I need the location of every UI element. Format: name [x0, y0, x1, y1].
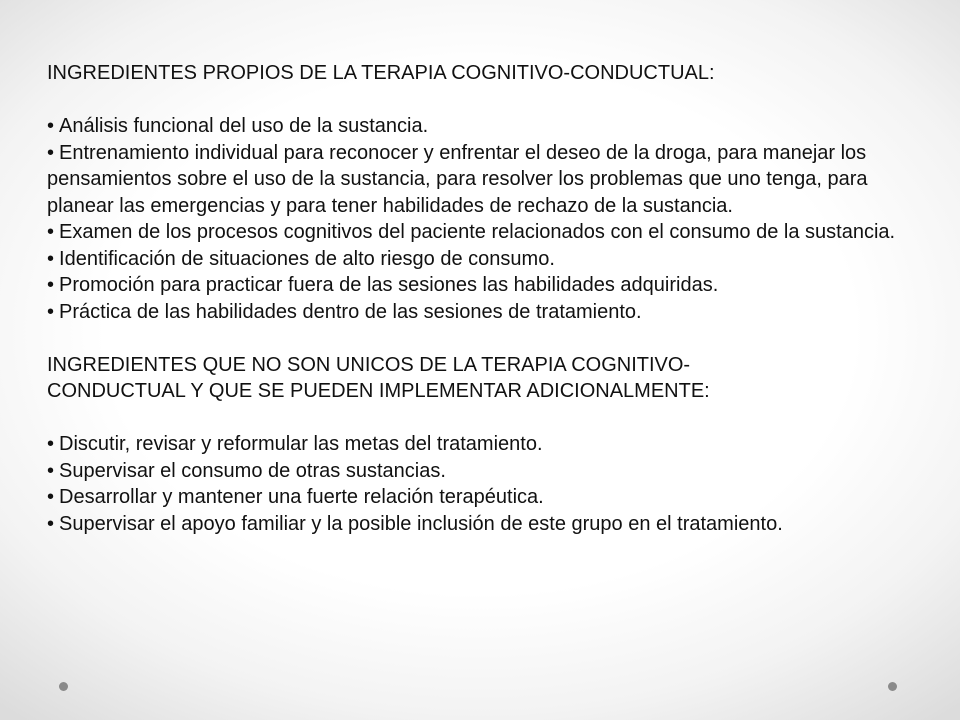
bullet-icon: •: [47, 459, 55, 482]
list-item-text: Identificación de situaciones de alto riesgo de consumo.: [59, 247, 555, 270]
bullet-icon: •: [47, 486, 55, 508]
list-item-text: Supervisar el apoyo familiar y la posible inclusión de este grupo en el tratamiento.: [59, 512, 783, 535]
list-item: [47, 458, 927, 485]
bullet-icon: •: [47, 300, 55, 323]
list-item-text: Desarrollar y mantener una fuerte relación terapéutica.: [59, 486, 544, 508]
list-item-text: Discutir, revisar y reformular las metas del tratamiento.: [59, 433, 543, 455]
bullet-icon: •: [47, 512, 55, 535]
bullet-icon: •: [47, 433, 55, 455]
section-heading-non-unique: INGREDIENTES QUE NO SON UNICOS DE LA TERAPIA COGNITIVO- CONDUCTUAL Y QUE SE PUEDEN IMPLEMENTAR ADICIONALMENTE:: [47, 353, 710, 402]
bullet-list-non-unique: [47, 431, 927, 537]
list-item-text: Examen de los procesos cognitivos del paciente relacionados con el consumo de la sustancia.: [59, 221, 896, 243]
bullet-list-cbt-specific: [47, 113, 927, 325]
section-heading-cbt-specific: INGREDIENTES PROPIOS DE LA TERAPIA COGNITIVO-CONDUCTUAL:: [47, 62, 715, 84]
list-item: [47, 113, 927, 140]
bullet-icon: •: [47, 247, 55, 270]
list-item: [47, 219, 927, 246]
bullet-icon: •: [47, 274, 55, 296]
bullet-icon: •: [47, 221, 55, 243]
slide-content: [47, 60, 927, 537]
list-item-text: Promoción para practicar fuera de las sesiones las habilidades adquiridas.: [59, 274, 719, 296]
list-item: [47, 140, 927, 220]
list-item-text: Análisis funcional del uso de la sustancia.: [59, 115, 429, 137]
list-item: [47, 272, 927, 299]
list-item-text: Entrenamiento individual para reconocer y enfrentar el deseo de la droga, para manejar los pensamientos sobre el uso de la sustancia, para resolver los problemas que uno tenga, para planear las emergencias y para tener habilidades de rechazo de la sustancia.: [47, 141, 868, 217]
list-item: [47, 484, 927, 511]
list-item: [47, 299, 927, 326]
list-item: [47, 246, 927, 273]
decorative-dot-icon: [888, 682, 897, 691]
list-item-text: Supervisar el consumo de otras sustancias.: [59, 459, 446, 482]
bullet-icon: •: [47, 141, 55, 164]
list-item-text: Práctica de las habilidades dentro de las sesiones de tratamiento.: [59, 300, 642, 323]
list-item: [47, 511, 927, 538]
bullet-icon: •: [47, 115, 55, 137]
decorative-dot-icon: [59, 682, 68, 691]
list-item: [47, 431, 927, 458]
